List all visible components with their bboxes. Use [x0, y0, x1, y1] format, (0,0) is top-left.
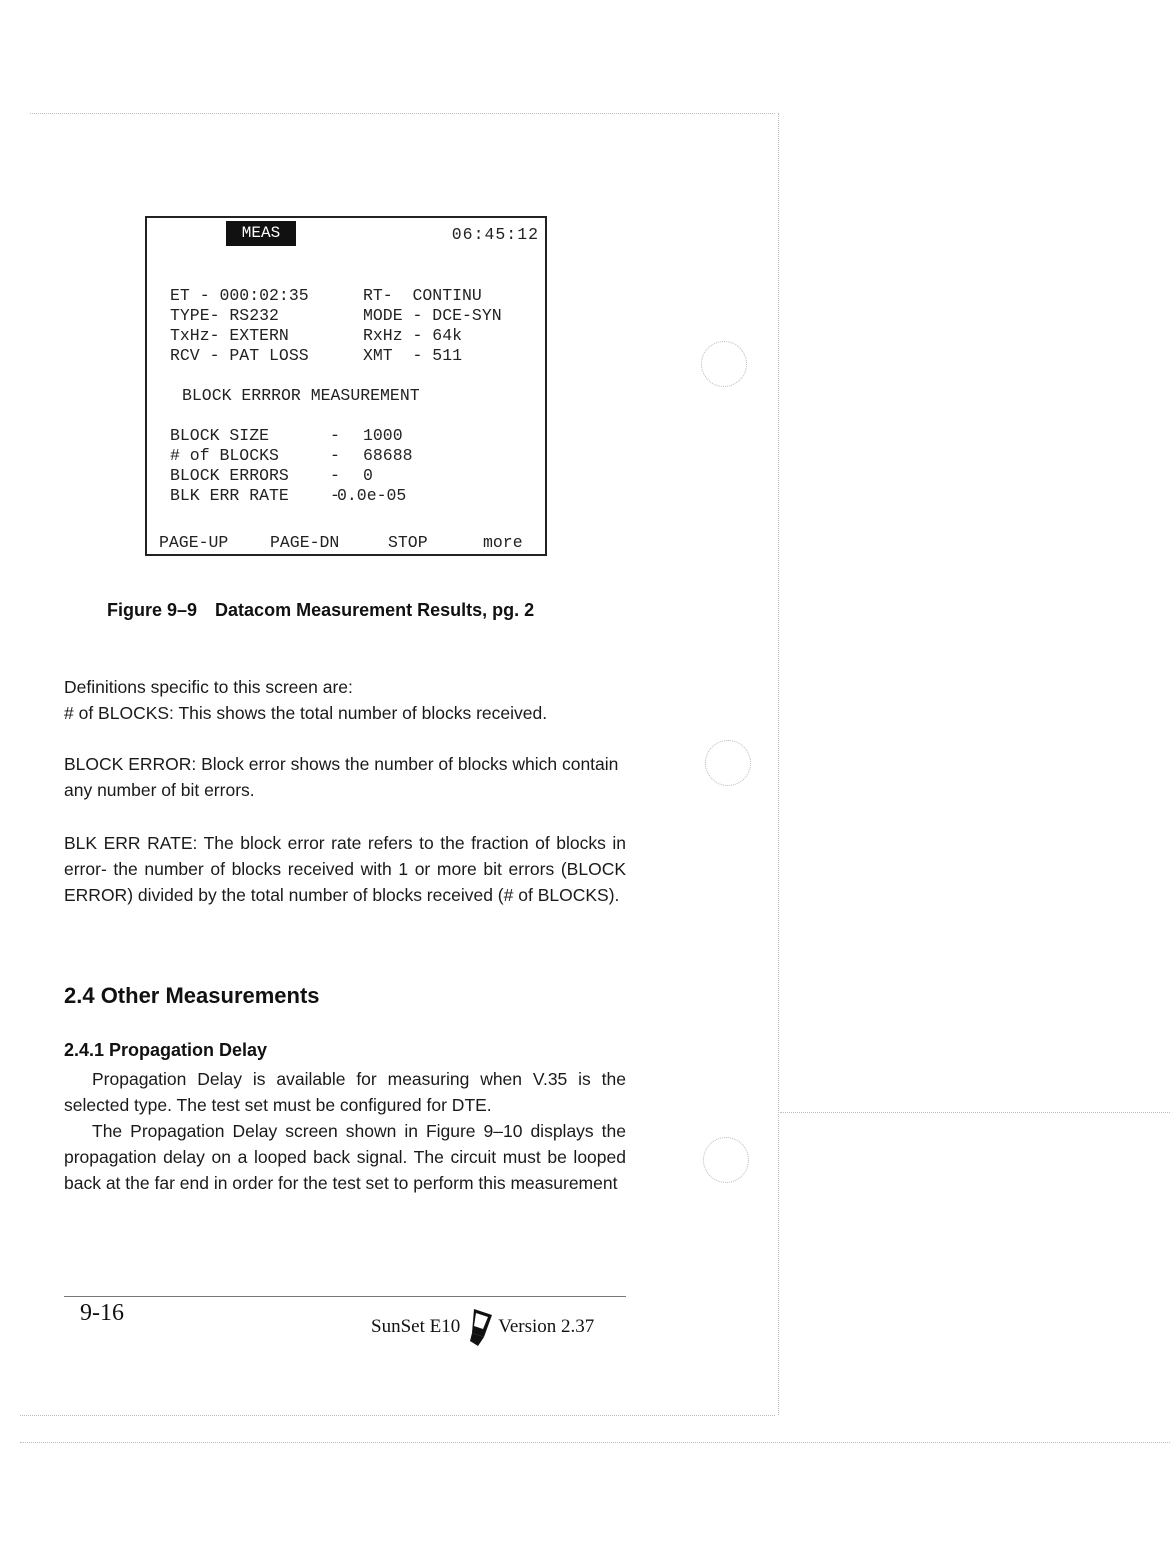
figure-caption: [107, 600, 534, 621]
meas-tab[interactable]: MEAS: [226, 221, 296, 246]
measure-sep: -: [330, 426, 340, 445]
status-left: RCV - PAT LOSS: [170, 346, 309, 365]
definitions-intro: Definitions specific to this screen are:: [64, 677, 353, 697]
clock-readout: 06:45:12: [451, 225, 539, 244]
figure-number: Figure 9–9: [107, 600, 198, 620]
measure-label: BLOCK SIZE: [170, 426, 270, 445]
softkey-more[interactable]: more: [483, 533, 523, 552]
section-heading: 2.4 Other Measurements: [64, 983, 320, 1008]
definition-blocks: # of BLOCKS: This shows the total number of blocks received.: [64, 703, 548, 723]
footer-title: [371, 1307, 594, 1347]
softkey-page-up[interactable]: PAGE-UP: [159, 533, 229, 552]
measure-value: 0: [363, 466, 373, 485]
measure-sep: -: [330, 446, 340, 465]
section-title: BLOCK ERRROR MEASUREMENT: [182, 386, 420, 405]
page-edge-line: [778, 113, 779, 1415]
figure-title: Datacom Measurement Results, pg. 2: [215, 600, 535, 620]
status-right: MODE - DCE-SYN: [363, 306, 502, 325]
definitions-block: [64, 674, 626, 726]
status-right: XMT - 511: [363, 346, 463, 365]
scan-line: [30, 113, 775, 114]
scan-line: [20, 1415, 775, 1416]
measure-label: BLK ERR RATE: [170, 486, 289, 505]
measure-label: # of BLOCKS: [170, 446, 279, 465]
handset-logo-icon: [464, 1307, 494, 1347]
page-number: 9-16: [80, 1300, 124, 1326]
subsection-heading: 2.4.1 Propagation Delay: [64, 1040, 268, 1060]
product-name: SunSet E10: [371, 1316, 461, 1337]
measure-sep: -: [330, 466, 340, 485]
status-right: RT- CONTINU: [363, 286, 482, 305]
scan-line: [780, 1112, 1170, 1113]
definition-text: BLOCK ERROR: Block error shows the number of blocks which contain any number of bit errors.: [64, 754, 619, 800]
punch-hole: [701, 341, 747, 387]
propagation-delay-text: [64, 1066, 626, 1196]
softkey-stop[interactable]: STOP: [388, 533, 428, 552]
softkey-page-dn[interactable]: PAGE-DN: [270, 533, 340, 552]
footer-rule: [64, 1296, 626, 1297]
device-screen: [145, 216, 547, 556]
punch-hole: [705, 740, 751, 786]
status-left: ET - 000:02:35: [170, 286, 309, 305]
version-label: Version 2.37: [498, 1316, 595, 1337]
paragraph: Propagation Delay is available for measuring when V.35 is the selected type. The test set must be configured for DTE.: [64, 1069, 626, 1115]
measure-value: 1000: [363, 426, 403, 445]
status-left: TxHz- EXTERN: [170, 326, 289, 345]
definition-blk-err-rate: [64, 830, 626, 908]
measure-label: BLOCK ERRORS: [170, 466, 289, 485]
punch-hole: [703, 1137, 749, 1183]
scan-line: [20, 1442, 1170, 1443]
status-right: RxHz - 64k: [363, 326, 463, 345]
paragraph: The Propagation Delay screen shown in Figure 9–10 displays the propagation delay on a looped back signal. The circuit must be looped back at the far end in order for the test set to perform this measurement: [64, 1121, 626, 1193]
measure-value: 68688: [363, 446, 413, 465]
measure-sep: -: [330, 486, 340, 505]
measure-value: 0.0e-05: [337, 486, 407, 505]
status-left: TYPE- RS232: [170, 306, 279, 325]
definition-block-error: [64, 751, 626, 803]
definition-text: BLK ERR RATE: The block error rate refers to the fraction of blocks in error- the number of blocks received with 1 or more bit errors (BLOCK ERROR) divided by the total number of blocks received (# of BLOCKS).: [64, 833, 626, 905]
